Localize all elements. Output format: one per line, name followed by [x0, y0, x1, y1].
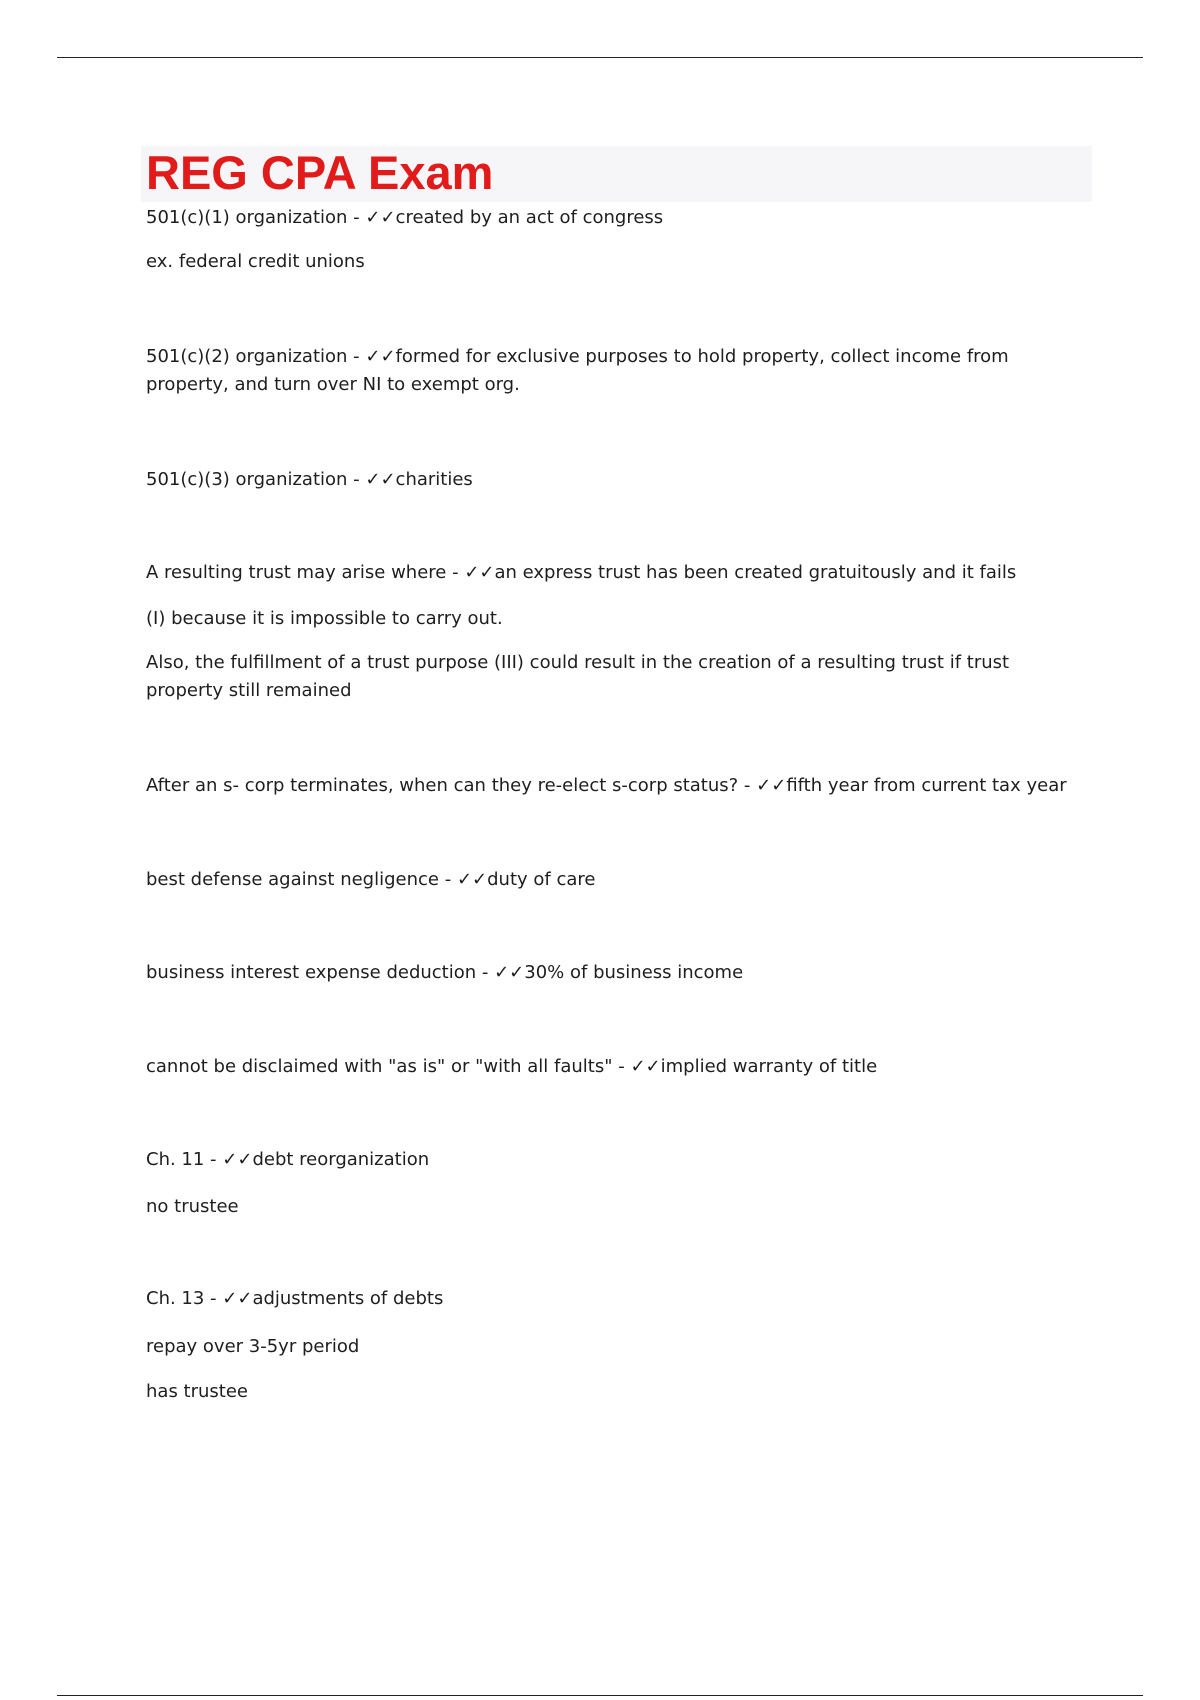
footer-rule: [57, 1695, 1143, 1696]
double-check-icon: ✓✓: [456, 869, 488, 890]
term: 501(c)(3) organization -: [146, 469, 366, 490]
note-line: ex. federal credit unions: [146, 251, 365, 272]
double-check-icon: ✓✓: [365, 207, 396, 228]
term: 501(c)(2) organization -: [146, 346, 366, 367]
note-line: (I) because it is impossible to carry out.: [146, 608, 503, 629]
term: A resulting trust may arise where -: [146, 562, 465, 583]
answer: an express trust has been created gratuitously and it fails: [494, 562, 1017, 583]
double-check-icon: ✓✓: [464, 562, 495, 583]
note-line: no trustee: [146, 1196, 239, 1217]
qa-line-501c2: [146, 343, 1086, 399]
term: cannot be disclaimed with "as is" or "with all faults" -: [146, 1056, 631, 1077]
term: Ch. 11 -: [146, 1149, 223, 1170]
qa-line-resulting-trust: [146, 559, 1086, 587]
note-line: Also, the fulfillment of a trust purpose (III) could result in the creation of a resulting trust if trust property still remained: [146, 652, 1010, 701]
term: 501(c)(1) organization -: [146, 207, 366, 228]
term: After an s- corp terminates, when can they re-elect s-corp status? -: [146, 775, 757, 796]
note-line: has trustee: [146, 1381, 248, 1402]
term: best defense against negligence -: [146, 869, 457, 890]
answer: formed for exclusive purposes to hold property, collect income from property, and turn over NI to exempt org.: [146, 346, 1009, 395]
qa-line-warranty: [146, 1053, 1086, 1081]
answer: adjustments of debts: [252, 1288, 444, 1309]
header-rule: [57, 57, 1143, 58]
answer: created by an act of congress: [395, 207, 664, 228]
qa-line-501c1: [146, 204, 1086, 232]
double-check-icon: ✓✓: [365, 469, 396, 490]
double-check-icon: ✓✓: [756, 775, 787, 796]
term: business interest expense deduction -: [146, 962, 495, 983]
qa-line-s-corp: [146, 772, 1086, 800]
answer: implied warranty of title: [660, 1056, 878, 1077]
document-title: REG CPA Exam: [146, 146, 494, 199]
double-check-icon: ✓✓: [365, 346, 396, 367]
qa-line-ch11: [146, 1146, 1086, 1174]
qa-line-negligence: [146, 866, 1086, 894]
double-check-icon: ✓✓: [222, 1288, 253, 1309]
answer: debt reorganization: [252, 1149, 430, 1170]
answer: duty of care: [487, 869, 596, 890]
qa-line-ch13: [146, 1285, 1086, 1313]
double-check-icon: ✓✓: [630, 1056, 661, 1077]
answer: 30% of business income: [524, 962, 744, 983]
qa-line-501c3: [146, 466, 1086, 494]
double-check-icon: ✓✓: [222, 1149, 253, 1170]
term: Ch. 13 -: [146, 1288, 223, 1309]
answer: charities: [395, 469, 473, 490]
double-check-icon: ✓✓: [494, 962, 525, 983]
qa-line-interest-expense: [146, 959, 1086, 987]
answer: fifth year from current tax year: [786, 775, 1067, 796]
note-line: repay over 3-5yr period: [146, 1336, 360, 1357]
